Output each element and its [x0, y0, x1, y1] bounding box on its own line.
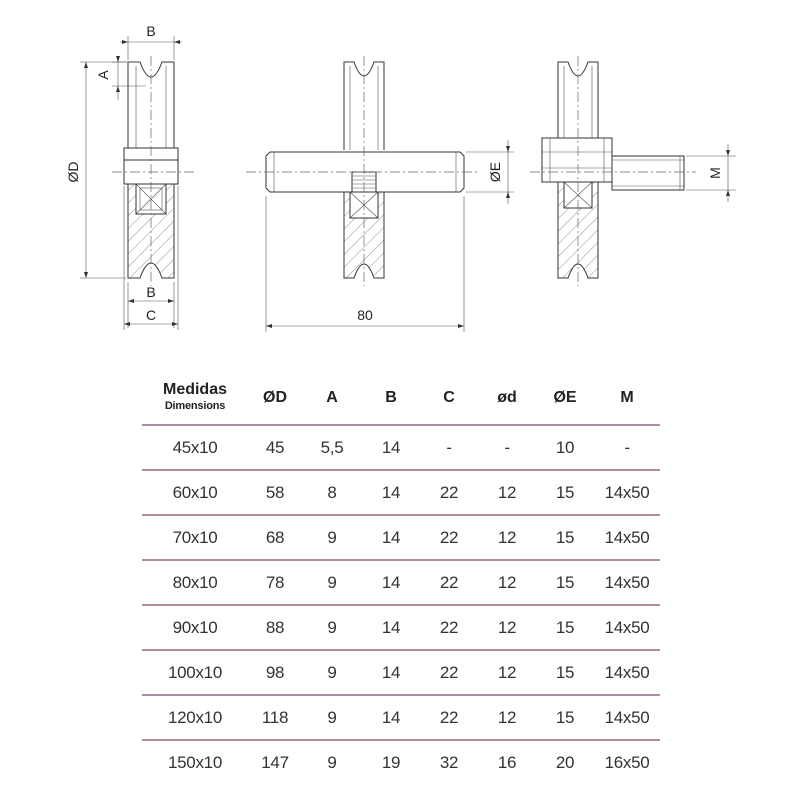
table-cell: 14 [362, 470, 420, 515]
table-cell: 9 [302, 740, 362, 784]
header-col: ØD [263, 389, 287, 406]
table-cell: 15 [536, 650, 594, 695]
dim-label-d: ØD [65, 161, 81, 183]
pulley-axle-view [246, 56, 514, 332]
table-cell: 150x10 [142, 740, 248, 784]
table-cell: 78 [248, 560, 302, 605]
dim-label-length: 80 [357, 307, 373, 323]
dim-label-c: C [145, 307, 157, 323]
header-col: ød [497, 389, 517, 406]
table-cell: 20 [536, 740, 594, 784]
table-cell: 14 [362, 695, 420, 740]
table-cell: 9 [302, 695, 362, 740]
table-cell: 14x50 [594, 605, 660, 650]
table-cell: 12 [478, 695, 536, 740]
header-col: A [326, 389, 338, 406]
table-row [142, 695, 660, 740]
table-cell: 14 [362, 515, 420, 560]
dim-label-b-top: B [146, 23, 156, 39]
table-cell: 118 [248, 695, 302, 740]
dim-label-e: ØE [487, 161, 503, 183]
table-cell: 22 [420, 515, 478, 560]
table-row [142, 605, 660, 650]
table-row [142, 740, 660, 784]
table-cell: 22 [420, 650, 478, 695]
dimensions-table [142, 372, 660, 784]
pulley-bolt-view [530, 56, 736, 286]
table-cell: 22 [420, 470, 478, 515]
table-row [142, 560, 660, 605]
table-cell: 14x50 [594, 560, 660, 605]
table-cell: - [478, 425, 536, 470]
table-cell: 14x50 [594, 470, 660, 515]
dim-label-a: A [95, 70, 111, 80]
table-cell: 14 [362, 605, 420, 650]
table-cell: 16x50 [594, 740, 660, 784]
table-cell: 12 [478, 605, 536, 650]
header-col: M [620, 389, 634, 406]
table-cell: 98 [248, 650, 302, 695]
table-cell: 147 [248, 740, 302, 784]
pulley-section-view [65, 23, 196, 330]
table-cell: 9 [302, 560, 362, 605]
table-cell: 90x10 [142, 605, 248, 650]
table-cell: 15 [536, 470, 594, 515]
table-cell: 45 [248, 425, 302, 470]
table-cell: 14x50 [594, 515, 660, 560]
table-cell: 14 [362, 425, 420, 470]
table-row [142, 470, 660, 515]
table-cell: 68 [248, 515, 302, 560]
table-cell: 22 [420, 695, 478, 740]
table-cell: 58 [248, 470, 302, 515]
table-cell: - [420, 425, 478, 470]
table-cell: 32 [420, 740, 478, 784]
header-dimensions-label: Dimensions [164, 400, 226, 412]
header-col: C [443, 389, 455, 406]
dim-label-m: M [707, 167, 723, 179]
table-cell: 10 [536, 425, 594, 470]
table-row [142, 650, 660, 695]
table-cell: 22 [420, 560, 478, 605]
table-cell: 15 [536, 695, 594, 740]
technical-drawing [0, 0, 800, 340]
table-cell: 5,5 [302, 425, 362, 470]
table-cell: - [594, 425, 660, 470]
table-cell: 80x10 [142, 560, 248, 605]
table-cell: 15 [536, 515, 594, 560]
table-cell: 12 [478, 515, 536, 560]
header-medidas-label: Medidas [162, 381, 227, 398]
table-cell: 15 [536, 605, 594, 650]
table-cell: 14 [362, 650, 420, 695]
table-cell: 8 [302, 470, 362, 515]
table-cell: 12 [478, 650, 536, 695]
table-cell: 9 [302, 605, 362, 650]
table-cell: 100x10 [142, 650, 248, 695]
table-cell: 9 [302, 650, 362, 695]
header-col: B [385, 389, 397, 406]
table-cell: 60x10 [142, 470, 248, 515]
table-cell: 22 [420, 605, 478, 650]
table-cell: 15 [536, 560, 594, 605]
table-header-row [142, 372, 660, 425]
header-col: ØE [553, 389, 577, 406]
table-row [142, 425, 660, 470]
table-cell: 14 [362, 560, 420, 605]
table-cell: 9 [302, 515, 362, 560]
table-cell: 70x10 [142, 515, 248, 560]
header-medidas [142, 372, 248, 425]
table-cell: 88 [248, 605, 302, 650]
table-cell: 12 [478, 560, 536, 605]
table-cell: 14x50 [594, 650, 660, 695]
dim-label-b-bottom: B [146, 284, 156, 300]
table-cell: 19 [362, 740, 420, 784]
table-cell: 12 [478, 470, 536, 515]
table-cell: 45x10 [142, 425, 248, 470]
table-cell: 120x10 [142, 695, 248, 740]
table-cell: 16 [478, 740, 536, 784]
table-row [142, 515, 660, 560]
table-cell: 14x50 [594, 695, 660, 740]
